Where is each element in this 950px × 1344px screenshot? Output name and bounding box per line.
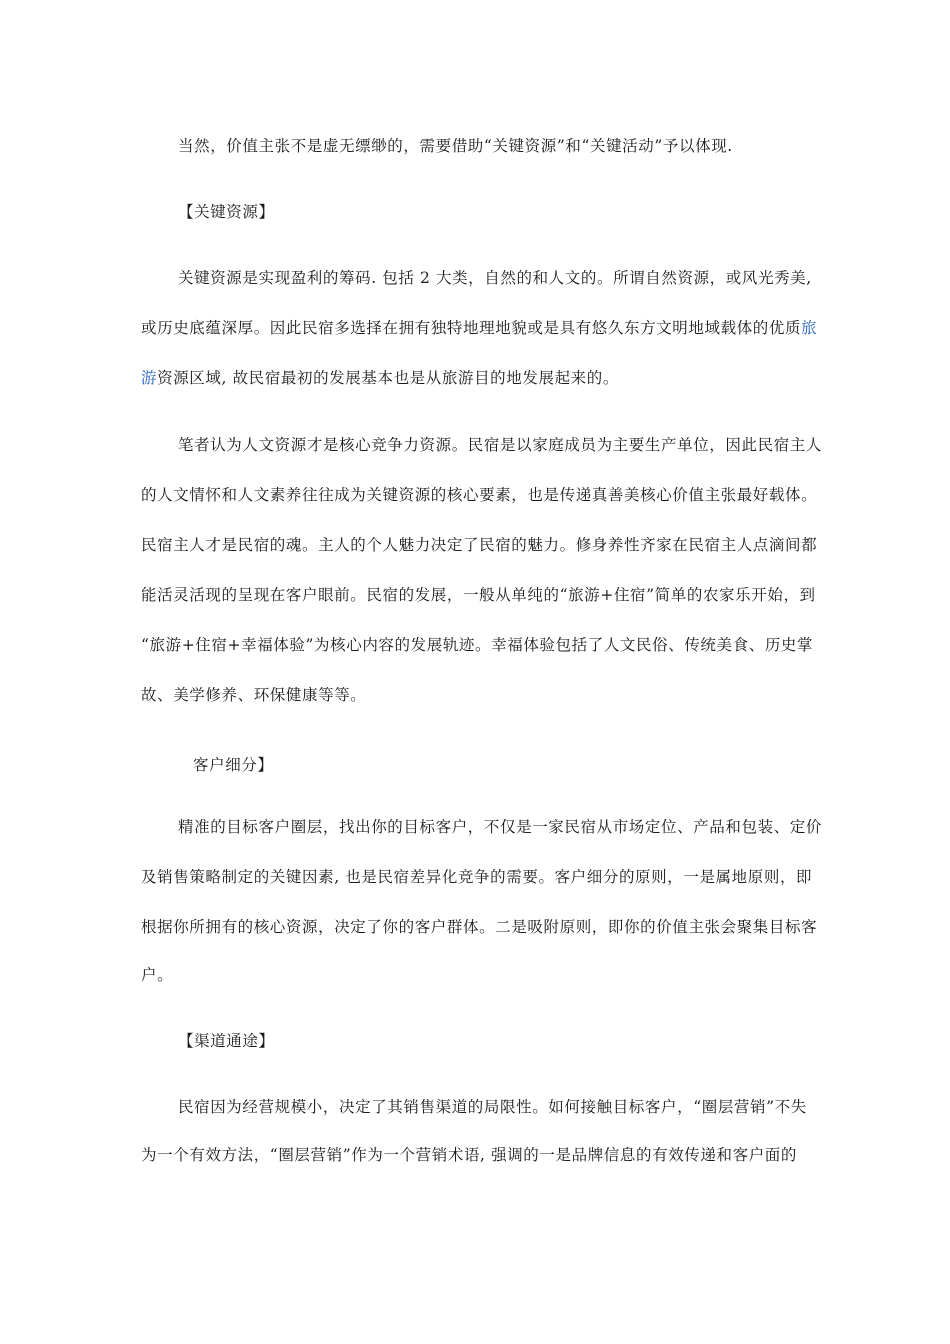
paragraph-text: 或历史底蕴深厚。因此民宿多选择在拥有独特地理地貌或是具有悠久东方文明地域载体的优质 xyxy=(141,319,802,337)
paragraph-line: 根据你所拥有的核心资源，决定了你的客户群体。二是吸附原则，即你的价值主张会聚集目标客 xyxy=(141,918,818,936)
paragraph-line xyxy=(141,368,619,388)
paragraph-line: 及销售策略制定的关键因素, 也是民宿差异化竞争的需要。客户细分的原则，一是属地原则，即 xyxy=(141,868,813,886)
paragraph-line: 的人文情怀和人文素养往往成为关键资源的核心要素，也是传递真善美核心价值主张最好载体。 xyxy=(141,486,818,504)
section-heading-customer-segments: 客户细分】 xyxy=(193,756,274,774)
travel-link-part-2[interactable]: 游 xyxy=(141,369,158,387)
paragraph-line: 当然，价值主张不是虚无缥缈的，需要借助“关键资源”和“关键活动”予以体现. xyxy=(178,137,733,155)
section-heading-channels: 【渠道通途】 xyxy=(178,1032,275,1050)
paragraph-line: 民宿因为经营规模小，决定了其销售渠道的局限性。如何接触目标客户，“圈层营销”不失 xyxy=(178,1098,807,1116)
paragraph-line: “旅游+住宿+幸福体验”为核心内容的发展轨迹。幸福体验包括了人文民俗、传统美食、历史掌 xyxy=(141,636,814,654)
paragraph-line: 故、美学修养、环保健康等等。 xyxy=(141,686,367,704)
paragraph-line: 为一个有效方法，“圈层营销”作为一个营销术语, 强调的一是品牌信息的有效传递和客户面的 xyxy=(141,1146,798,1164)
paragraph-line: 户。 xyxy=(141,966,174,984)
paragraph-line: 民宿主人才是民宿的魂。主人的个人魅力决定了民宿的魅力。修身养性齐家在民宿主人点滴间都 xyxy=(141,536,818,554)
section-heading-key-resources: 【关键资源】 xyxy=(178,203,275,221)
paragraph-line: 能活灵活现的呈现在客户眼前。民宿的发展，一般从单纯的“旅游+住宿”简单的农家乐开始，到 xyxy=(141,586,816,604)
paragraph-line xyxy=(141,318,817,338)
paragraph-line: 精准的目标客户圈层，找出你的目标客户，不仅是一家民宿从市场定位、产品和包装、定价 xyxy=(178,818,823,836)
paragraph-text: 资源区域, 故民宿最初的发展基本也是从旅游目的地发展起来的。 xyxy=(157,369,619,387)
travel-link-part-1[interactable]: 旅 xyxy=(801,319,818,337)
paragraph-line: 关键资源是实现盈利的筹码. 包括 2 大类，自然的和人文的。所谓自然资源，或风光秀美, xyxy=(178,269,812,287)
paragraph-line: 笔者认为人文资源才是核心竞争力资源。民宿是以家庭成员为主要生产单位，因此民宿主人 xyxy=(178,436,823,454)
